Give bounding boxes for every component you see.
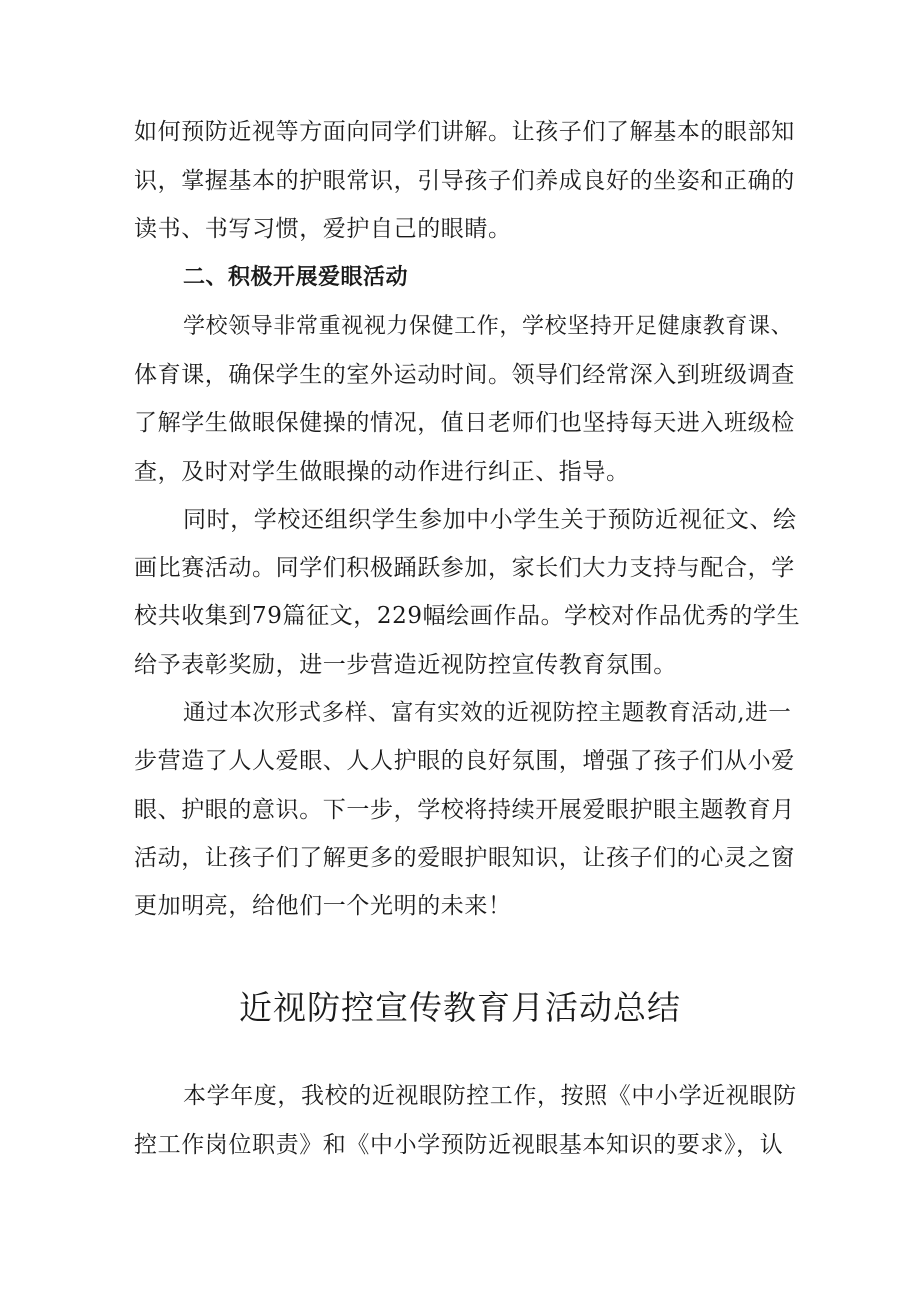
paragraph-1-line-2: 识，掌握基本的护眼常识，引导孩子们养成良好的坐姿和正确的 xyxy=(134,168,795,194)
paragraph-1-line-3: 读书、书写习惯，爱护自己的眼睛。 xyxy=(134,216,512,242)
paragraph-1-line-1: 如何预防近视等方面向同学们讲解。让孩子们了解基本的眼部知 xyxy=(134,119,795,145)
paragraph-2-line-2: 体育课，确保学生的室外运动时间。领导们经常深入到班级调查 xyxy=(134,362,795,388)
paragraph-3-line-1: 同时，学校还组织学生参加中小学生关于预防近视征文、绘 xyxy=(183,507,797,533)
paragraph-4-line-3: 眼、护眼的意识。下一步，学校将持续开展爱眼护眼主题教育月 xyxy=(134,797,795,823)
paragraph-5-line-1: 本学年度，我校的近视眼防控工作，按照《中小学近视眼防 xyxy=(183,1083,797,1109)
paragraph-4-line-1: 通过本次形式多样、富有实效的近视防控主题教育活动,进一 xyxy=(183,700,792,726)
paragraph-5-line-2: 控工作岗位职责》和《中小学预防近视眼基本知识的要求》，认 xyxy=(134,1132,784,1158)
paragraph-2-line-4: 查，及时对学生做眼操的动作进行纠正、指导。 xyxy=(134,459,630,485)
paragraph-2-line-1: 学校领导非常重视视力保健工作，学校坚持开足健康教育课、 xyxy=(183,314,794,339)
paragraph-3-line-3: 校共收集到79篇征文，229幅绘画作品。学校对作品优秀的学生 xyxy=(134,603,801,629)
paragraph-3-line-2: 画比赛活动。同学们积极踊跃参加，家长们大力支持与配合，学 xyxy=(134,555,795,581)
document-title: 近视防控宣传教育月活动总结 xyxy=(239,988,681,1027)
paragraph-4-line-4: 活动，让孩子们了解更多的爱眼护眼知识，让孩子们的心灵之窗 xyxy=(134,845,795,871)
paragraph-3-line-4: 给予表彰奖励，进一步营造近视防控宣传教育氛围。 xyxy=(134,652,677,678)
paragraph-4-line-5: 更加明亮，给他们一个光明的未来！ xyxy=(134,893,512,919)
section-heading: 二、积极开展爱眼活动 xyxy=(183,265,409,290)
paragraph-2-line-3: 了解学生做眼保健操的情况，值日老师们也坚持每天进入班级检 xyxy=(134,410,795,436)
paragraph-4-line-2: 步营造了人人爱眼、人人护眼的良好氛围，增强了孩子们从小爱 xyxy=(134,748,795,774)
